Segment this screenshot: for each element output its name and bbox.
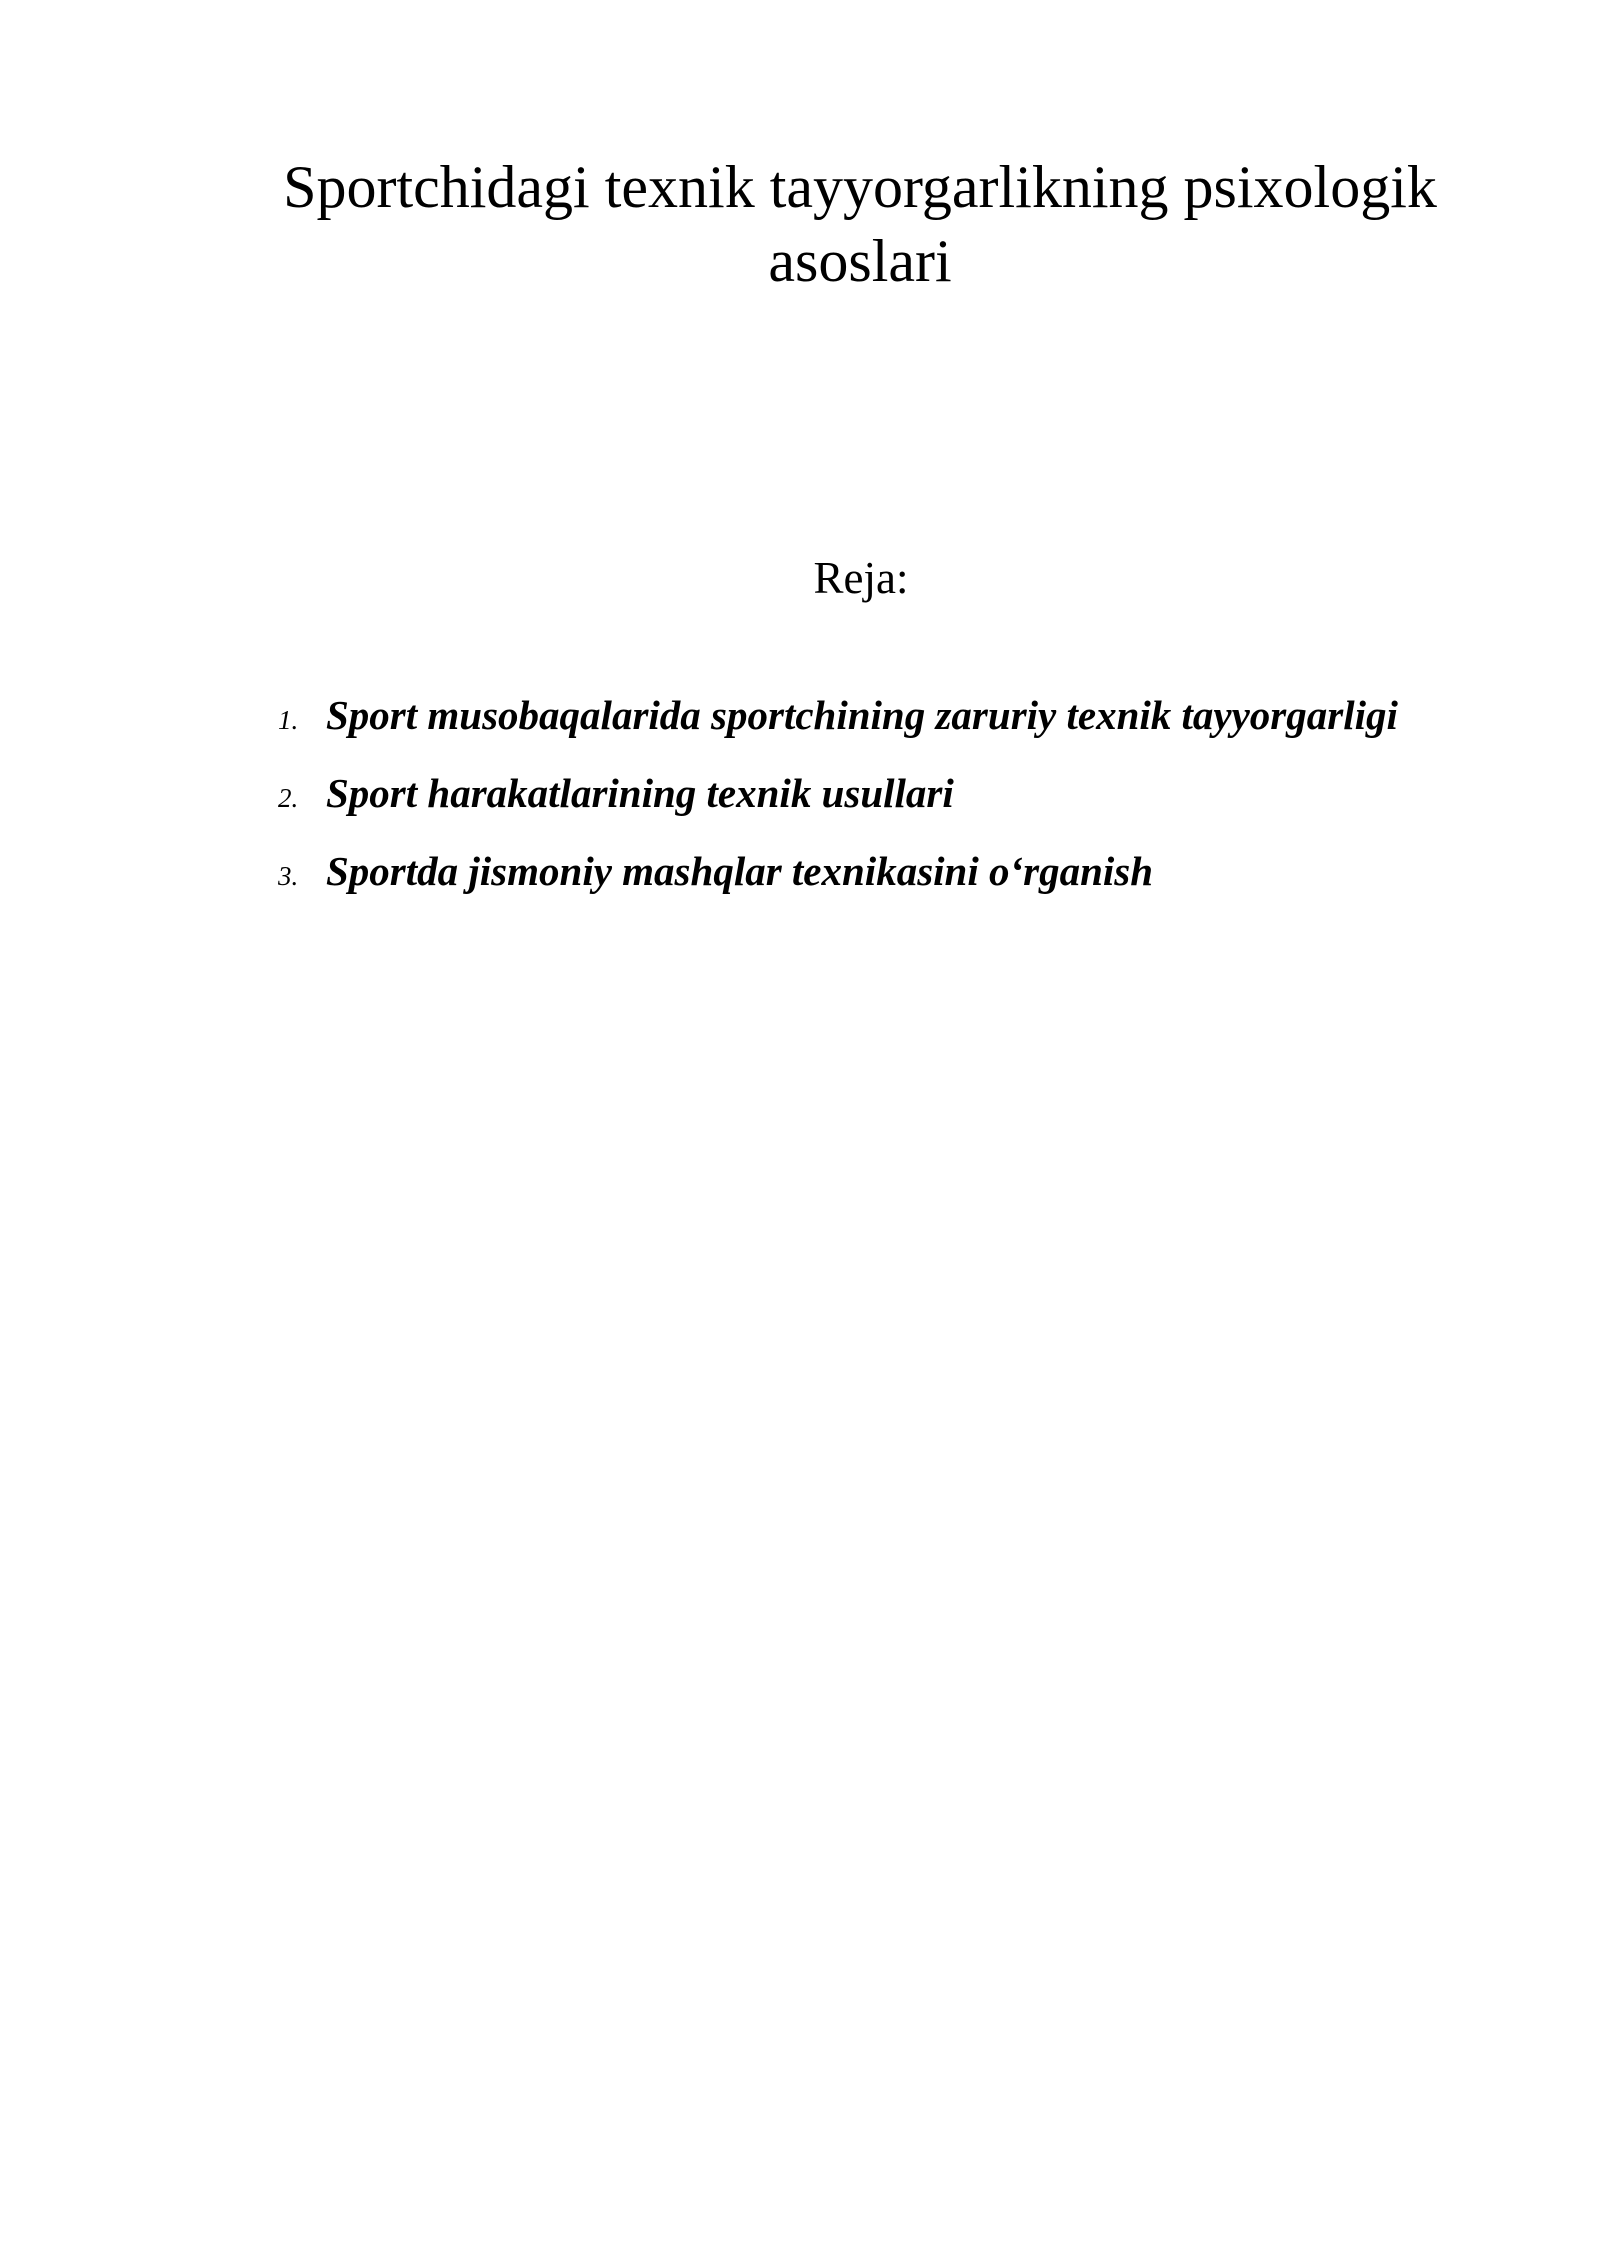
- plan-item-number: 2.: [278, 783, 299, 813]
- plan-item-text: Sportda jismoniy mashqlar texnikasini o‘rganish: [326, 848, 1154, 894]
- plan-item-number: 3.: [278, 861, 299, 891]
- plan-item-text: Sport harakatlarining texnik usullari: [326, 770, 954, 816]
- document-title: Sportchidagi texnik tayyorgarlikning psixologik asoslari: [283, 154, 1437, 294]
- plan-item-text: Sport musobaqalarida sportchining zaruriy texnik tayyorgarligi: [326, 692, 1398, 738]
- plan-item: [278, 847, 1518, 925]
- plan-list: [278, 691, 1518, 925]
- plan-heading: Reja:: [813, 553, 909, 603]
- plan-item: [278, 691, 1518, 769]
- plan-item-number: 1.: [278, 705, 299, 735]
- plan-item: [278, 769, 1518, 847]
